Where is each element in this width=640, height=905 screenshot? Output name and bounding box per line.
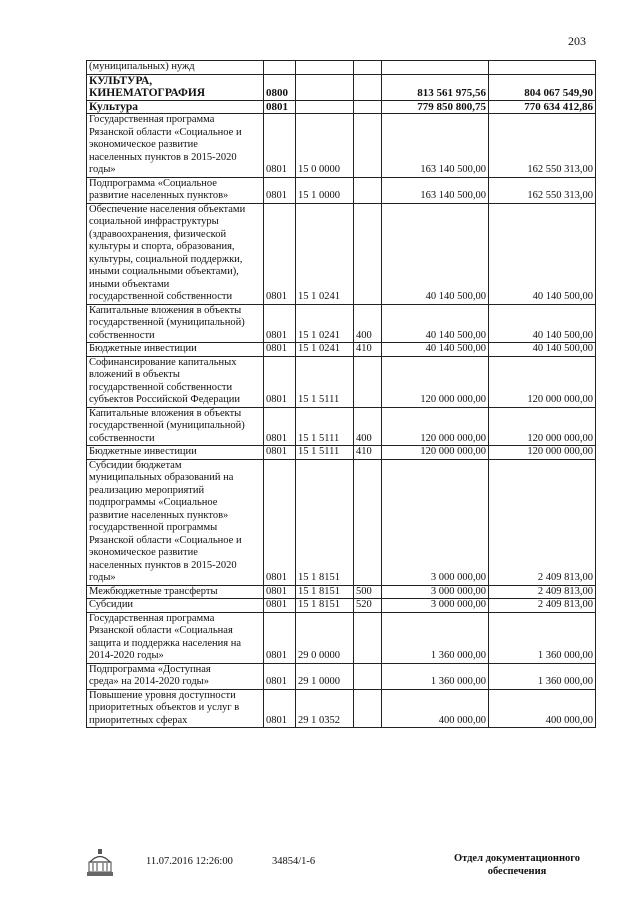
row-sum-2016-cell: 120 000 000,00 bbox=[382, 407, 489, 446]
row-section-cell: 0801 bbox=[264, 343, 296, 357]
row-sum-2017-cell: 40 140 500,00 bbox=[489, 203, 596, 304]
row-section-cell: 0801 bbox=[264, 446, 296, 460]
row-name-cell: Капитальные вложения в объекты государственной (муниципальной) собственности bbox=[87, 407, 264, 446]
table-row bbox=[87, 689, 596, 728]
row-csr-cell: 29 0 0000 bbox=[296, 612, 354, 663]
row-sum-2017-cell: 120 000 000,00 bbox=[489, 407, 596, 446]
row-vr-cell: 410 bbox=[354, 446, 382, 460]
row-vr-cell bbox=[354, 114, 382, 178]
footer-department: Отдел документационного обеспечения bbox=[453, 853, 581, 877]
row-name-cell: Межбюджетные трансферты bbox=[87, 585, 264, 599]
row-sum-2016-cell: 3 000 000,00 bbox=[382, 459, 489, 585]
row-csr-cell: 15 1 0241 bbox=[296, 203, 354, 304]
page-footer bbox=[86, 848, 606, 888]
row-sum-2017-cell: 2 409 813,00 bbox=[489, 599, 596, 613]
row-csr-cell: 15 1 5111 bbox=[296, 356, 354, 407]
row-section-cell: 0801 bbox=[264, 612, 296, 663]
duma-building-icon bbox=[86, 848, 114, 878]
row-csr-cell: 29 1 0000 bbox=[296, 663, 354, 689]
table-row bbox=[87, 100, 596, 114]
row-name-cell: Государственная программа Рязанской области «Социальное и экономическое развитие населенных пунктов в 2015-2020 годы» bbox=[87, 114, 264, 178]
row-name-cell: Подпрограмма «Доступная среда» на 2014-2020 годы» bbox=[87, 663, 264, 689]
row-name-cell: Обеспечение населения объектами социальной инфраструктуры (здравоохранения, физической культуры и спорта, образования, культуры, социальной поддержки, иными социальными объектами), иными объектами государственной собственности bbox=[87, 203, 264, 304]
row-vr-cell bbox=[354, 663, 382, 689]
table-row bbox=[87, 459, 596, 585]
row-csr-cell bbox=[296, 61, 354, 75]
row-section-cell: 0801 bbox=[264, 100, 296, 114]
row-sum-2017-cell: 120 000 000,00 bbox=[489, 446, 596, 460]
row-csr-cell: 15 1 5111 bbox=[296, 446, 354, 460]
row-csr-cell: 15 1 8151 bbox=[296, 599, 354, 613]
row-section-cell: 0801 bbox=[264, 689, 296, 728]
row-vr-cell bbox=[354, 74, 382, 100]
table-row bbox=[87, 446, 596, 460]
row-section-cell: 0801 bbox=[264, 356, 296, 407]
row-csr-cell: 15 1 8151 bbox=[296, 585, 354, 599]
table-row bbox=[87, 304, 596, 343]
row-vr-cell: 520 bbox=[354, 599, 382, 613]
table-row bbox=[87, 203, 596, 304]
row-sum-2017-cell: 162 550 313,00 bbox=[489, 177, 596, 203]
row-section-cell: 0801 bbox=[264, 203, 296, 304]
row-sum-2016-cell: 779 850 800,75 bbox=[382, 100, 489, 114]
row-section-cell: 0801 bbox=[264, 585, 296, 599]
row-csr-cell: 15 1 8151 bbox=[296, 459, 354, 585]
row-sum-2017-cell: 770 634 412,86 bbox=[489, 100, 596, 114]
row-vr-cell: 410 bbox=[354, 343, 382, 357]
row-vr-cell: 400 bbox=[354, 304, 382, 343]
table-row bbox=[87, 177, 596, 203]
page-number: 203 bbox=[568, 34, 586, 48]
row-vr-cell bbox=[354, 612, 382, 663]
row-name-cell: Бюджетные инвестиции bbox=[87, 446, 264, 460]
row-csr-cell: 29 1 0352 bbox=[296, 689, 354, 728]
row-section-cell bbox=[264, 61, 296, 75]
row-name-cell: КУЛЬТУРА, КИНЕМАТОГРАФИЯ bbox=[87, 74, 264, 100]
row-sum-2017-cell: 804 067 549,90 bbox=[489, 74, 596, 100]
row-sum-2017-cell: 2 409 813,00 bbox=[489, 459, 596, 585]
row-name-cell: Подпрограмма «Социальное развитие населенных пунктов» bbox=[87, 177, 264, 203]
footer-timestamp: 11.07.2016 12:26:00 bbox=[146, 856, 233, 867]
row-name-cell: Повышение уровня доступности приоритетных объектов и услуг в приоритетных сферах bbox=[87, 689, 264, 728]
row-sum-2017-cell: 400 000,00 bbox=[489, 689, 596, 728]
row-csr-cell: 15 1 0241 bbox=[296, 343, 354, 357]
row-name-cell: Капитальные вложения в объекты государственной (муниципальной) собственности bbox=[87, 304, 264, 343]
row-sum-2016-cell: 163 140 500,00 bbox=[382, 114, 489, 178]
table-row bbox=[87, 599, 596, 613]
row-vr-cell: 400 bbox=[354, 407, 382, 446]
row-vr-cell bbox=[354, 459, 382, 585]
row-section-cell: 0801 bbox=[264, 114, 296, 178]
row-section-cell: 0801 bbox=[264, 663, 296, 689]
row-csr-cell: 15 1 5111 bbox=[296, 407, 354, 446]
row-name-cell: Государственная программа Рязанской области «Социальная защита и поддержка населения на 2014-2020 годы» bbox=[87, 612, 264, 663]
table-row bbox=[87, 61, 596, 75]
footer-doc-number: 34854/1-6 bbox=[272, 856, 316, 867]
row-name-cell: (муниципальных) нужд bbox=[87, 61, 264, 75]
row-sum-2016-cell: 3 000 000,00 bbox=[382, 599, 489, 613]
row-name-cell: Бюджетные инвестиции bbox=[87, 343, 264, 357]
row-sum-2017-cell: 120 000 000,00 bbox=[489, 356, 596, 407]
table-row bbox=[87, 663, 596, 689]
row-sum-2017-cell: 162 550 313,00 bbox=[489, 114, 596, 178]
row-csr-cell bbox=[296, 100, 354, 114]
row-vr-cell bbox=[354, 61, 382, 75]
row-vr-cell bbox=[354, 356, 382, 407]
row-section-cell: 0801 bbox=[264, 459, 296, 585]
row-sum-2017-cell: 2 409 813,00 bbox=[489, 585, 596, 599]
row-sum-2016-cell: 1 360 000,00 bbox=[382, 663, 489, 689]
row-csr-cell: 15 0 0000 bbox=[296, 114, 354, 178]
row-sum-2016-cell bbox=[382, 61, 489, 75]
table-row bbox=[87, 612, 596, 663]
row-name-cell: Софинансирование капитальных вложений в объекты государственной собственности субъектов Российской Федерации bbox=[87, 356, 264, 407]
row-sum-2017-cell: 40 140 500,00 bbox=[489, 304, 596, 343]
row-sum-2017-cell: 40 140 500,00 bbox=[489, 343, 596, 357]
row-vr-cell: 500 bbox=[354, 585, 382, 599]
row-vr-cell bbox=[354, 689, 382, 728]
row-vr-cell bbox=[354, 100, 382, 114]
row-sum-2016-cell: 120 000 000,00 bbox=[382, 356, 489, 407]
table-row bbox=[87, 74, 596, 100]
row-vr-cell bbox=[354, 203, 382, 304]
table-row bbox=[87, 343, 596, 357]
row-sum-2016-cell: 813 561 975,56 bbox=[382, 74, 489, 100]
row-sum-2016-cell: 400 000,00 bbox=[382, 689, 489, 728]
row-name-cell: Субсидии bbox=[87, 599, 264, 613]
row-sum-2016-cell: 40 140 500,00 bbox=[382, 304, 489, 343]
row-section-cell: 0801 bbox=[264, 304, 296, 343]
row-sum-2017-cell: 1 360 000,00 bbox=[489, 663, 596, 689]
row-sum-2016-cell: 1 360 000,00 bbox=[382, 612, 489, 663]
row-sum-2017-cell: 1 360 000,00 bbox=[489, 612, 596, 663]
row-sum-2016-cell: 40 140 500,00 bbox=[382, 203, 489, 304]
row-csr-cell bbox=[296, 74, 354, 100]
row-sum-2017-cell bbox=[489, 61, 596, 75]
row-name-cell: Культура bbox=[87, 100, 264, 114]
row-sum-2016-cell: 163 140 500,00 bbox=[382, 177, 489, 203]
row-vr-cell bbox=[354, 177, 382, 203]
table-row bbox=[87, 407, 596, 446]
row-section-cell: 0800 bbox=[264, 74, 296, 100]
table-row bbox=[87, 585, 596, 599]
row-section-cell: 0801 bbox=[264, 177, 296, 203]
row-csr-cell: 15 1 0000 bbox=[296, 177, 354, 203]
row-sum-2016-cell: 120 000 000,00 bbox=[382, 446, 489, 460]
row-section-cell: 0801 bbox=[264, 407, 296, 446]
budget-table bbox=[86, 60, 596, 728]
table-row bbox=[87, 356, 596, 407]
row-sum-2016-cell: 3 000 000,00 bbox=[382, 585, 489, 599]
row-sum-2016-cell: 40 140 500,00 bbox=[382, 343, 489, 357]
row-name-cell: Субсидии бюджетам муниципальных образований на реализацию мероприятий подпрограммы «Социальное развитие населенных пунктов» государственной программы Рязанской области «Социальное и экономическое развитие населенных пунктов в 2015-2020 годы» bbox=[87, 459, 264, 585]
row-csr-cell: 15 1 0241 bbox=[296, 304, 354, 343]
row-section-cell: 0801 bbox=[264, 599, 296, 613]
table-row bbox=[87, 114, 596, 178]
